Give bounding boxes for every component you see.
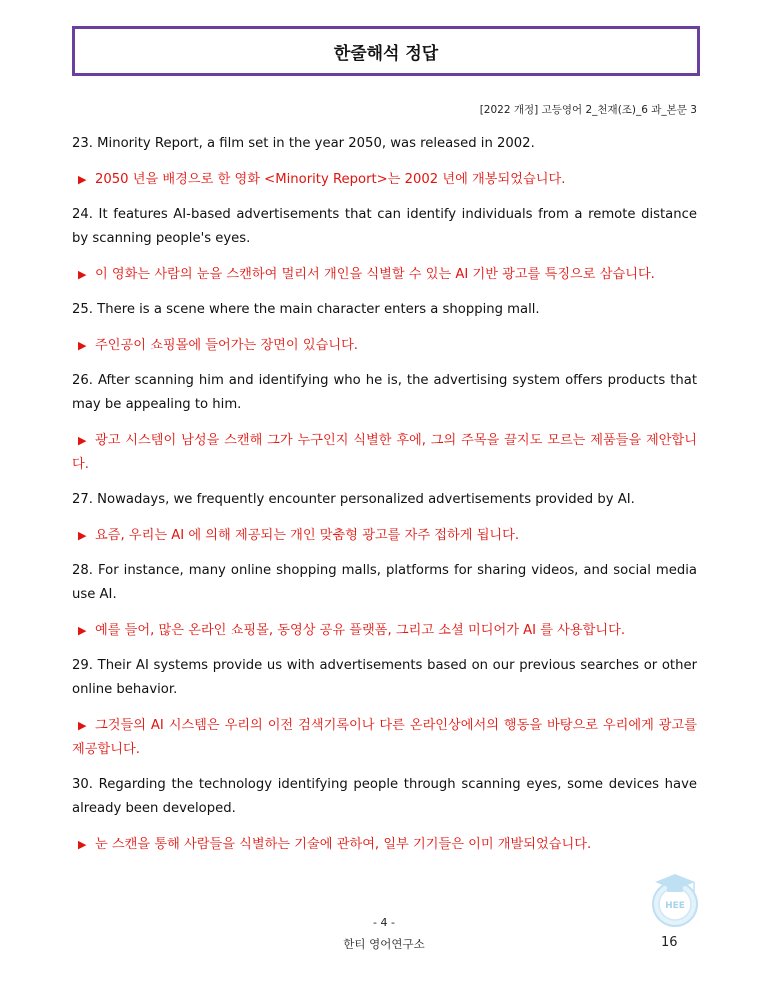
korean-translation: [72, 619, 697, 643]
list-item: [72, 773, 697, 857]
page-marker: - 4 -: [373, 916, 395, 929]
korean-translation: [72, 524, 697, 548]
korean-translation: [72, 334, 697, 358]
list-item: [72, 203, 697, 287]
triangle-right-icon: ▶: [78, 339, 87, 352]
korean-text: 그것들의 AI 시스템은 우리의 이전 검색기록이나 다른 온라인상에서의 행동을 바탕으로 우리에게 광고를 제공합니다.: [72, 718, 697, 757]
list-item: [72, 369, 697, 477]
source-reference: [2022 개정] 고등영어 2_천재(조)_6 과_본문 3: [479, 104, 697, 116]
english-sentence: 29. Their AI systems provide us with advertisements based on our previous searches or other online behavior.: [72, 658, 697, 697]
list-item: [72, 488, 697, 548]
korean-translation: [72, 714, 697, 762]
korean-text: 2050 년을 배경으로 한 영화 <Minority Report>는 2002 년에 개봉되었습니다.: [95, 172, 566, 187]
korean-text: 눈 스캔을 통해 사람들을 식별하는 기술에 관하여, 일부 기기들은 이미 개발되었습니다.: [95, 837, 592, 852]
korean-text: 예를 들어, 많은 온라인 쇼핑몰, 동영상 공유 플랫폼, 그리고 소셜 미디어가 AI 를 사용합니다.: [95, 623, 626, 638]
logo-text: HEE: [665, 901, 685, 911]
korean-translation: [72, 833, 697, 857]
english-sentence: 26. After scanning him and identifying who he is, the advertising system offers products that may be appealing to him.: [72, 373, 697, 412]
english-sentence: 25. There is a scene where the main character enters a shopping mall.: [72, 302, 540, 317]
page-title: 한줄해석 정답: [333, 43, 439, 64]
english-sentence: 30. Regarding the technology identifying people through scanning eyes, some devices have already been developed.: [72, 777, 697, 816]
triangle-right-icon: ▶: [78, 268, 87, 281]
list-item: [72, 298, 697, 358]
korean-text: 이 영화는 사람의 눈을 스캔하여 멀리서 개인을 식별할 수 있는 AI 기반 광고를 특징으로 삼습니다.: [95, 267, 655, 282]
korean-text: 요즘, 우리는 AI 에 의해 제공되는 개인 맞춤형 광고를 자주 접하게 됩니다.: [95, 528, 520, 543]
korean-text: 광고 시스템이 남성을 스캔해 그가 누구인지 식별한 후에, 그의 주목을 끌지도 모르는 제품들을 제안합니다.: [72, 433, 697, 472]
english-sentence: 24. It features AI-based advertisements that can identify individuals from a remote distance by scanning people's eyes.: [72, 207, 697, 246]
triangle-right-icon: ▶: [78, 173, 87, 186]
list-item: [72, 654, 697, 762]
footer-org: 한티 영어연구소: [343, 937, 425, 951]
english-sentence: 27. Nowadays, we frequently encounter personalized advertisements provided by AI.: [72, 492, 635, 507]
korean-translation: [72, 429, 697, 477]
triangle-right-icon: ▶: [78, 838, 87, 851]
korean-translation: [72, 263, 697, 287]
list-item: [72, 559, 697, 643]
triangle-right-icon: ▶: [78, 529, 87, 542]
triangle-right-icon: ▶: [78, 624, 87, 637]
english-sentence: 28. For instance, many online shopping malls, platforms for sharing videos, and social media use AI.: [72, 563, 697, 602]
translation-list: [72, 132, 697, 868]
triangle-right-icon: ▶: [78, 719, 87, 732]
page-number: 16: [661, 935, 678, 950]
triangle-right-icon: ▶: [78, 434, 87, 447]
list-item: [72, 132, 697, 192]
korean-text: 주인공이 쇼핑몰에 들어가는 장면이 있습니다.: [95, 338, 359, 353]
title-box: [72, 26, 700, 76]
english-sentence: 23. Minority Report, a film set in the year 2050, was released in 2002.: [72, 136, 535, 151]
korean-translation: [72, 168, 697, 192]
